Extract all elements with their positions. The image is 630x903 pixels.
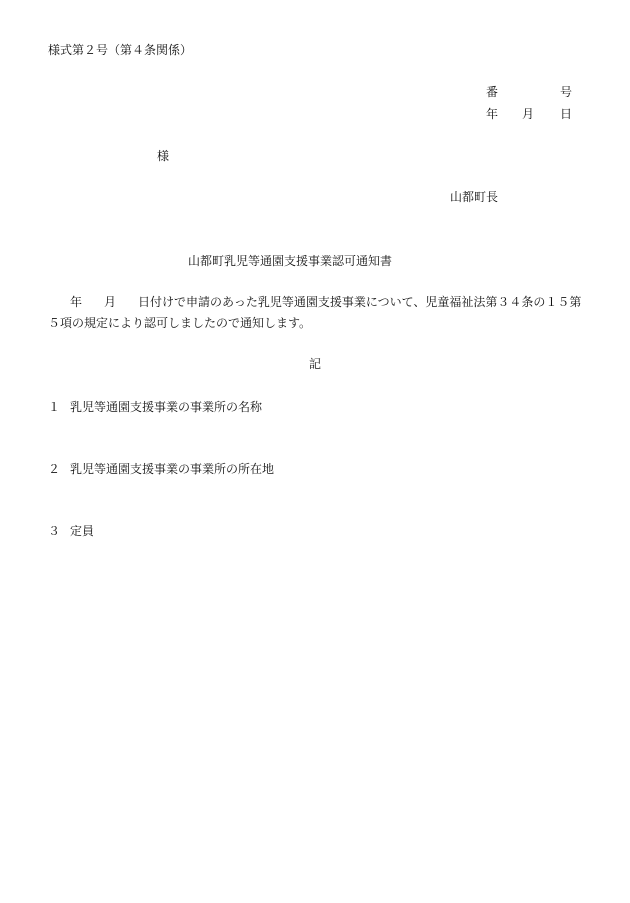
date-day-label: 日 [560, 107, 573, 121]
list-item [48, 461, 274, 477]
body-year: 年 [70, 295, 83, 309]
item-number: ３ [48, 524, 61, 538]
item-number: １ [48, 400, 61, 414]
item-label: 定員 [70, 524, 95, 538]
date-year-label: 年 [486, 107, 499, 121]
list-item [48, 523, 94, 539]
form-number: 様式第２号（第４条関係） [48, 43, 193, 57]
item-number: ２ [48, 462, 61, 476]
addressee-honorific: 様 [157, 149, 170, 163]
item-label: 乳児等通園支援事業の事業所の所在地 [70, 462, 275, 476]
issuer-name: 山都町長 [450, 190, 499, 204]
body-month: 月 [104, 295, 117, 309]
document-number-label: 番 [486, 85, 499, 99]
body-line-1-text: 日付けで申請のあった乳児等通園支援事業について、児童福祉法第３４条の１５第 [138, 295, 582, 309]
item-label: 乳児等通園支援事業の事業所の名称 [70, 400, 263, 414]
date-month-label: 月 [522, 107, 535, 121]
body-line-2: ５項の規定により認可しましたので通知します。 [48, 316, 312, 330]
document-title: 山都町乳児等通園支援事業認可通知書 [188, 254, 393, 268]
ki-heading: 記 [309, 357, 322, 371]
document-number-suffix: 号 [560, 85, 573, 99]
body-line-1 [48, 294, 581, 310]
list-item [48, 399, 262, 415]
